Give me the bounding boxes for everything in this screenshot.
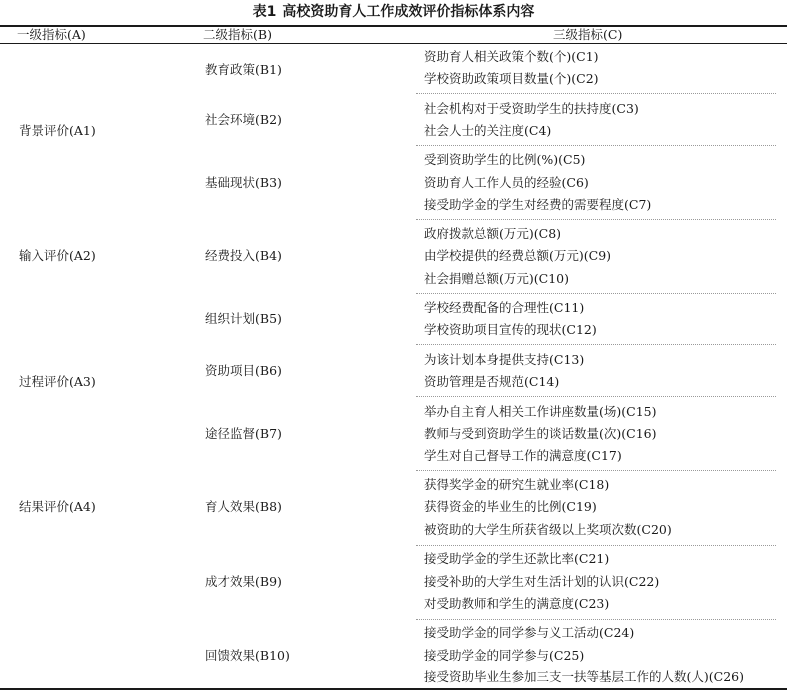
level-c-cell: 社会人士的关注度(C4) [424,123,552,138]
level-c-cell: 学校资助项目宣传的现状(C12) [424,322,597,337]
group-separator [416,344,776,345]
level-c-cell: 由学校提供的经费总额(万元)(C9) [424,248,612,263]
level-c-cell: 接受助学金的学生对经费的需要程度(C7) [424,197,652,212]
level-b-cell: 回馈效果(B10) [205,648,290,663]
level-b-cell: 基础现状(B3) [205,175,282,190]
group-separator [416,545,776,546]
level-a-cell: 过程评价(A3) [19,374,96,389]
level-c-cell: 资助育人相关政策个数(个)(C1) [424,49,599,64]
level-c-cell: 资助管理是否规范(C14) [424,374,560,389]
group-separator [416,396,776,397]
level-c-cell: 对受助教师和学生的满意度(C23) [424,596,610,611]
level-c-cell: 举办自主育人相关工作讲座数量(场)(C15) [424,404,657,419]
level-c-cell: 学校资助政策项目数量(个)(C2) [424,71,599,86]
table-top-rule [0,25,787,27]
header-level-c: 三级指标(C) [553,27,623,42]
level-b-cell: 成才效果(B9) [205,574,282,589]
level-a-cell: 背景评价(A1) [19,123,96,138]
level-a-cell: 结果评价(A4) [19,499,96,514]
group-separator [416,145,776,146]
group-separator [416,93,776,94]
level-b-cell: 教育政策(B1) [205,62,282,77]
level-c-cell: 学生对自己督导工作的满意度(C17) [424,448,622,463]
level-b-cell: 组织计划(B5) [205,311,282,326]
level-c-cell: 获得资金的毕业生的比例(C19) [424,499,597,514]
table-title-text: 高校资助育人工作成效评价指标体系内容 [282,4,535,20]
table-title [0,3,787,21]
group-separator [416,470,776,471]
level-c-cell: 社会机构对于受资助学生的扶持度(C3) [424,101,639,116]
level-c-cell: 学校经费配备的合理性(C11) [424,300,585,315]
group-separator [416,619,776,620]
level-c-cell: 政府拨款总额(万元)(C8) [424,226,562,241]
level-b-cell: 育人效果(B8) [205,499,282,514]
group-separator [416,293,776,294]
table-header-rule [0,43,787,44]
level-c-cell: 资助育人工作人员的经验(C6) [424,175,589,190]
level-b-cell: 经费投入(B4) [205,248,282,263]
table-number: 表1 [252,4,277,20]
header-level-a: 一级指标(A) [17,27,86,42]
level-c-cell: 接受补助的大学生对生活计划的认识(C22) [424,574,660,589]
level-c-cell: 接受资助毕业生参加三支一扶等基层工作的人数(人)(C26) [424,669,744,684]
level-c-cell: 接受助学金的同学参与(C25) [424,648,585,663]
level-c-cell: 接受助学金的学生还款比率(C21) [424,551,610,566]
level-c-cell: 接受助学金的同学参与义工活动(C24) [424,625,635,640]
table-bottom-rule [0,688,787,690]
level-a-cell: 输入评价(A2) [19,248,96,263]
level-c-cell: 被资助的大学生所获省级以上奖项次数(C20) [424,522,672,537]
level-b-cell: 社会环境(B2) [205,112,282,127]
level-b-cell: 资助项目(B6) [205,363,282,378]
level-c-cell: 受到资助学生的比例(%)(C5) [424,152,586,167]
level-c-cell: 教师与受到资助学生的谈话数量(次)(C16) [424,426,657,441]
level-c-cell: 社会捐赠总额(万元)(C10) [424,271,569,286]
group-separator [416,219,776,220]
level-c-cell: 为该计划本身提供支持(C13) [424,352,585,367]
level-c-cell: 获得奖学金的研究生就业率(C18) [424,477,610,492]
header-level-b: 二级指标(B) [203,27,272,42]
level-b-cell: 途径监督(B7) [205,426,282,441]
